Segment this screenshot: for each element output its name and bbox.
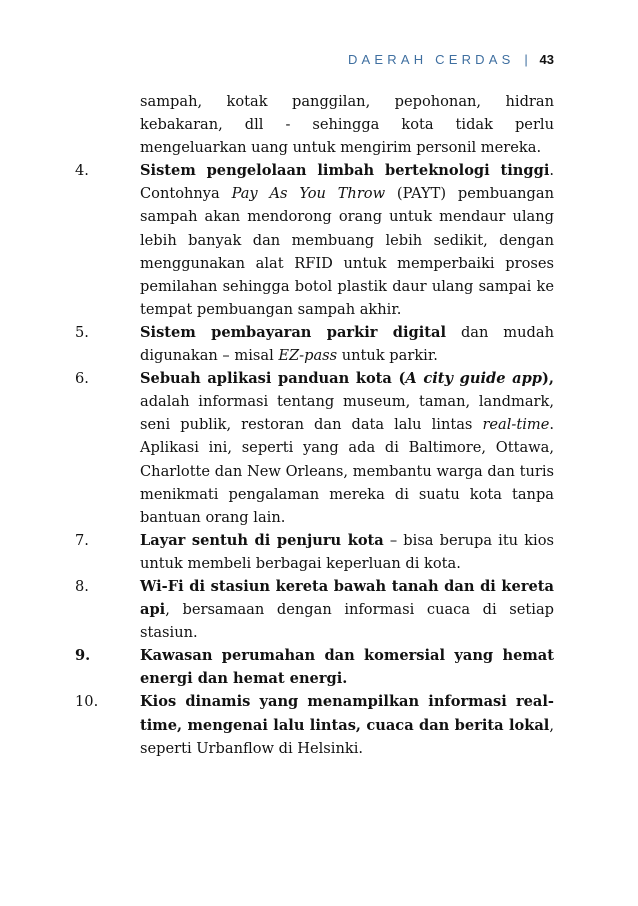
item-text: untuk parkir. — [337, 347, 438, 365]
item-number: 8. — [75, 577, 89, 595]
running-title: DAERAH CERDAS — [347, 52, 515, 67]
item-italic: EZ-pass — [278, 347, 338, 365]
item-heading: Wi-Fi di stasiun kereta bawah tanah dan di kereta api — [140, 577, 554, 619]
list-item-7 — [75, 529, 554, 575]
list-item-8 — [75, 575, 554, 644]
item-heading: ), — [542, 370, 555, 388]
item-text: – bisa berupa itu kios untuk membeli berbagai keperluan di kota. — [140, 531, 554, 572]
item-heading: Sistem pengelolaan limbah berteknologi tinggi — [140, 162, 550, 180]
item-text: , bersamaan dengan informasi cuaca di setiap stasiun. — [140, 601, 554, 642]
item-number: 9. — [75, 647, 91, 665]
item-heading-italic: A city guide app — [405, 370, 543, 388]
item-heading: Kawasan perumahan dan komersial yang hemat energi dan hemat energi. — [140, 647, 554, 688]
page-body — [75, 90, 555, 760]
item-text: . Aplikasi ini, seperti yang ada di Baltimore, Ottawa, Charlotte dan New Orleans, membantu warga dan turis menikmati pengalaman mereka di suatu kota tanpa bantuan orang lain. — [140, 416, 554, 526]
item-text: . Contohnya — [140, 162, 554, 203]
list-item-4 — [75, 159, 554, 321]
item-heading: Layar sentuh di penjuru kota — [140, 531, 384, 549]
list-item-10 — [75, 690, 554, 759]
item-number: 10. — [75, 693, 99, 711]
item-italic: Pay As You Throw — [231, 185, 386, 203]
continued-paragraph: sampah, kotak panggilan, pepohonan, hidran kebakaran, dll - sehingga kota tidak perlu mengeluarkan uang untuk mengirim personil mereka. — [140, 93, 554, 157]
header-separator: | — [524, 52, 528, 67]
item-number: 6. — [75, 370, 89, 388]
item-text: adalah informasi tentang museum, taman, landmark, seni publik, restoran dan data lalu lintas — [140, 393, 554, 434]
item-heading: Kios dinamis yang menampilkan informasi real-time, mengenai lalu lintas, cuaca dan berita lokal — [140, 693, 554, 734]
list-item-9 — [75, 644, 554, 690]
item-heading: Sebuah aplikasi panduan kota ( — [140, 370, 406, 388]
item-text: , seperti Urbanflow di Helsinki. — [140, 716, 554, 757]
item-number: 7. — [75, 531, 89, 549]
item-number: 5. — [75, 323, 89, 341]
running-header — [348, 52, 554, 67]
item-number: 4. — [75, 162, 89, 180]
item-text: (PAYT) pembuangan sampah akan mendorong orang untuk mendaur ulang lebih banyak dan membuang lebih sedikit, dengan menggunakan alat RFID untuk memperbaiki proses pemilahan sehingga botol plastik daur ulang sampai ke tempat pembuangan sampah akhir. — [140, 185, 554, 318]
item-text: dan mudah digunakan – misal — [140, 323, 554, 365]
list-item-5 — [75, 321, 554, 367]
page-number: 43 — [539, 52, 554, 67]
item-heading: Sistem pembayaran parkir digital — [140, 323, 447, 341]
list-item-6 — [75, 367, 555, 529]
item-italic: real-time — [482, 416, 550, 434]
